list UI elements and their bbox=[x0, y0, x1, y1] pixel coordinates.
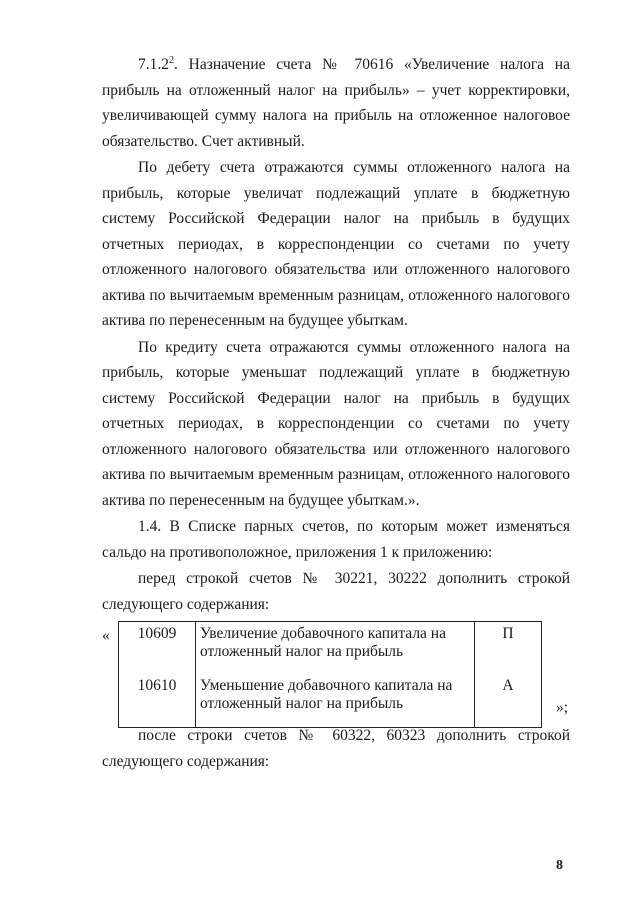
page-number: 8 bbox=[556, 858, 563, 873]
section-heading-text: . Назначение счета № 70616 «Увеличение налога на прибыль на отложенный налог на прибыль» – учет корректировки, увеличивающей сумму налога на прибыль на отложенное налоговое обязательство. Счет активный. bbox=[102, 56, 570, 150]
before-row-paragraph: перед строкой счетов № 30221, 30222 дополнить строкой следующего содержания: bbox=[102, 570, 570, 613]
account-number-cell: 10610 bbox=[119, 675, 196, 728]
account-sign-cell: А bbox=[475, 675, 542, 728]
account-sign-cell: П bbox=[475, 622, 542, 676]
table-row bbox=[119, 622, 542, 676]
account-number-cell: 10609 bbox=[119, 622, 196, 676]
section-7-1-2-heading bbox=[102, 52, 570, 154]
account-name-cell: Уменьшение добавочного капитала на отложенный налог на прибыль bbox=[196, 675, 475, 728]
account-table-block bbox=[102, 621, 570, 717]
section-superscript: 2 bbox=[169, 55, 174, 66]
credit-paragraph: По кредиту счета отражаются суммы отложенного налога на прибыль, которые уменьшат подлежащий уплате в бюджетную систему Российской Федерации налог на прибыль в будущих отчетных периодах, в корреспонденции со счетами по учету отложенного налогового обязательства или отложенного налогового актива по вычитаемым временным разницам, отложенного налогового актива по перенесенным на будущее убыткам.». bbox=[102, 338, 570, 509]
account-name-cell: Увеличение добавочного капитала на отложенный налог на прибыль bbox=[196, 622, 475, 676]
section-number: 7.1.2 bbox=[138, 56, 169, 73]
after-row-paragraph: после строки счетов № 60322, 60323 дополнить строкой следующего содержания: bbox=[102, 727, 570, 770]
close-quote: »; bbox=[556, 699, 569, 716]
open-quote: « bbox=[102, 627, 110, 644]
table-row bbox=[119, 675, 542, 728]
item-1-4-paragraph: 1.4. В Списке парных счетов, по которым может изменяться сальдо на противоположное, приложения 1 к приложению: bbox=[102, 518, 570, 561]
debit-paragraph: По дебету счета отражаются суммы отложенного налога на прибыль, которые увеличат подлежащий уплате в бюджетную систему Российской Федерации налог на прибыль в будущих отчетных периодах, в корреспонденции со счетами по учету отложенного налогового обязательства или отложенного налогового актива по вычитаемым временным разницам, отложенного налогового актива по перенесенным на будущее убыткам. bbox=[102, 159, 570, 329]
document-page bbox=[102, 52, 570, 774]
account-table bbox=[118, 621, 542, 728]
